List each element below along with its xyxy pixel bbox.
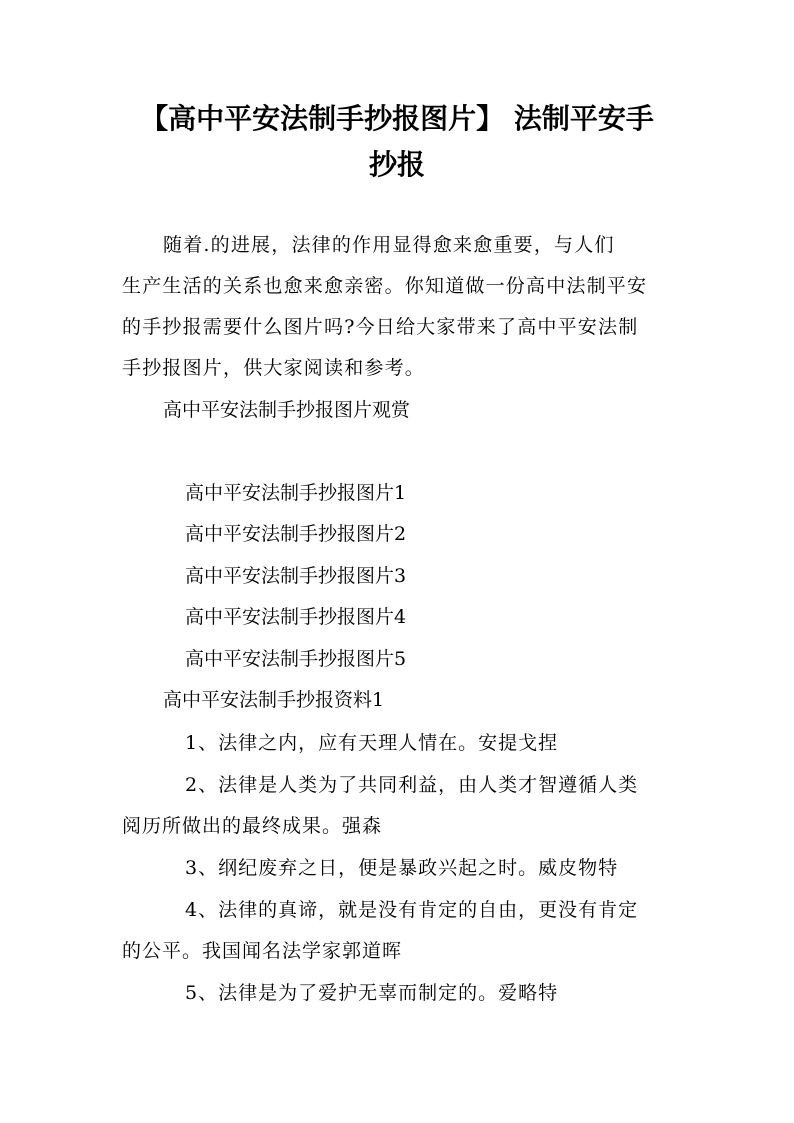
gallery-item-3: 高中平安法制手抄报图片3 <box>185 565 407 587</box>
document-title <box>100 96 694 188</box>
material-heading: 高中平安法制手抄报资料1 <box>163 689 385 711</box>
quote-2-line-2: 阅历所做出的最终成果。强森 <box>122 815 383 837</box>
quote-4-line-1: 4、法律的真谛，就是没有肯定的自由，更没有肯定 <box>185 899 639 921</box>
quote-1: 1、法律之内，应有天理人情在。安提戈捏 <box>185 732 559 754</box>
gallery-item-4: 高中平安法制手抄报图片4 <box>185 606 407 628</box>
intro-line-2: 生产生活的关系也愈来愈亲密。你知道做一份高中法制平安 <box>122 275 648 297</box>
quote-5: 5、法律是为了爱护无辜而制定的。爱略特 <box>185 982 559 1004</box>
intro-line-3: 的手抄报需要什么图片吗?今日给大家带来了高中平安法制 <box>122 316 639 338</box>
gallery-item-2: 高中平安法制手抄报图片2 <box>185 523 407 545</box>
title-line-1: 【高中平安法制手抄报图片】 法制平安手 <box>140 102 654 135</box>
gallery-item-5: 高中平安法制手抄报图片5 <box>185 648 407 670</box>
title-line-2: 抄报 <box>368 148 425 181</box>
intro-line-4: 手抄报图片，供大家阅读和参考。 <box>122 357 426 379</box>
intro-line-1: 随着.的进展，法律的作用显得愈来愈重要，与人们 <box>163 234 615 256</box>
gallery-heading: 高中平安法制手抄报图片观赏 <box>163 399 411 421</box>
gallery-item-1: 高中平安法制手抄报图片1 <box>185 482 407 504</box>
quote-2-line-1: 2、法律是人类为了共同利益，由人类才智遵循人类 <box>185 774 639 796</box>
quote-3: 3、纲纪废弃之日，便是暴政兴起之时。威皮物特 <box>185 857 619 879</box>
quote-4-line-2: 的公平。我国闻名法学家郭道晖 <box>122 940 403 962</box>
